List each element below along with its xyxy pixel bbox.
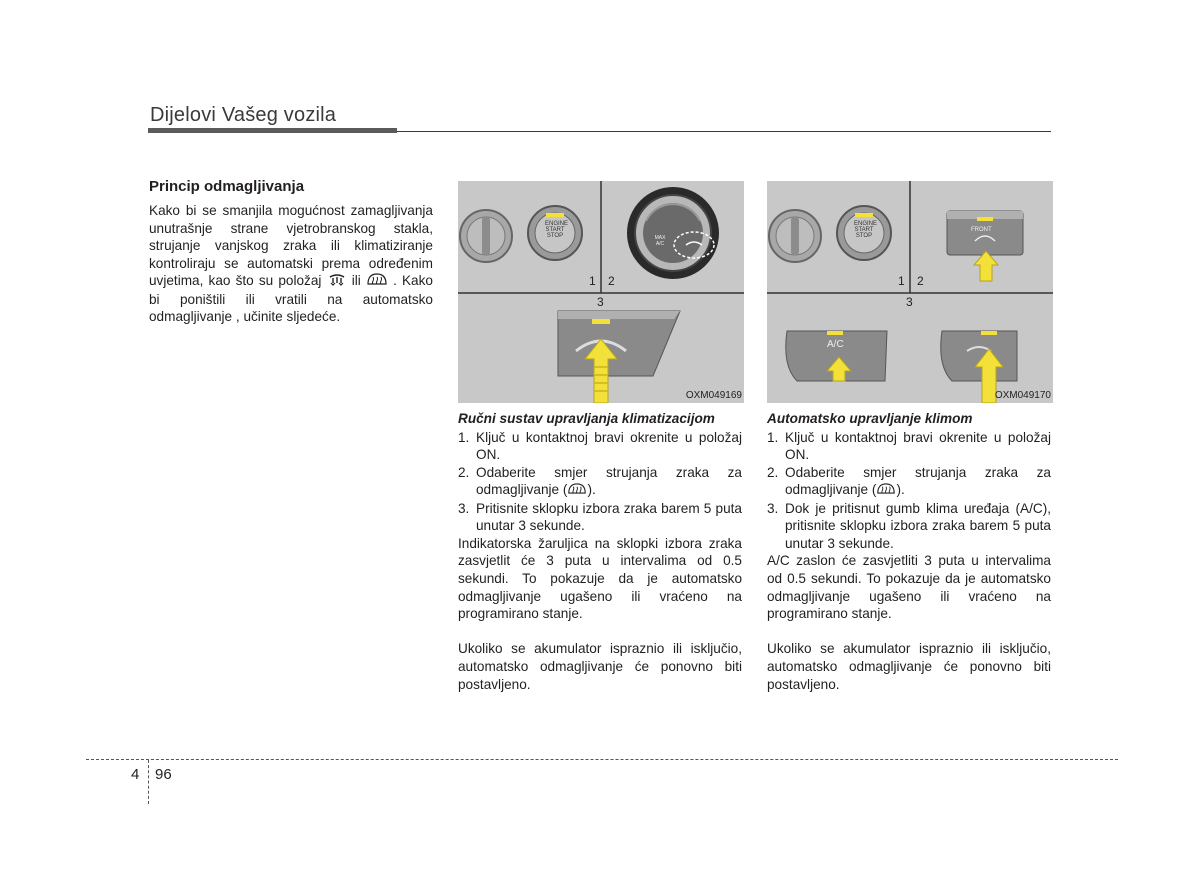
figure-automatic-illustration: [767, 181, 1053, 403]
automatic-paragraph-1: A/C zaslon će zasvjetliti 3 puta u intervalima od 0.5 sekundi. To pokazuje da je automatsko odmagljivanje ugašeno ili vraćeno na programirano stanje.: [767, 553, 1051, 622]
engine-button-label: ENGINE: [854, 221, 878, 227]
manual-paragraph-2: Ukoliko se akumulator ispraznio ili isključio, automatsko odmagljivanje će ponovno biti postavljeno.: [458, 641, 742, 692]
figure-manual-climate: [458, 181, 744, 403]
left-heading: Princip odmagljivanja: [149, 178, 305, 195]
left-body-text: [149, 202, 433, 326]
manual-paragraph-1: Indikatorska žaruljica na sklopki izbora zraka zasvjetlit će 3 puta u intervalima od 0.5 sekundi. To pokazuje da je automatsko odmagljivanje ugašeno ili vraćeno na programirano stanje.: [458, 535, 742, 622]
windshield-defrost-icon: [366, 272, 388, 291]
defrost-mode-icon: [327, 272, 347, 291]
front-label: FRONT: [971, 227, 992, 233]
start-label: START: [854, 227, 874, 233]
automatic-instructions: [767, 410, 1051, 693]
figure-label-2: 2: [608, 274, 615, 288]
stop-label: STOP: [855, 233, 873, 239]
ac-label: A/C: [827, 339, 844, 350]
engine-button-label: ENGINE: [545, 221, 569, 227]
section-title: Dijelovi Vašeg vozila: [150, 104, 337, 126]
automatic-title: Automatsko upravljanje klimom: [767, 411, 973, 426]
figure-manual-overlay: [458, 181, 744, 403]
footer-rule: [86, 759, 1118, 760]
left-body-part1: Kako bi se smanjila mogućnost zamagljivanja unutrašnje strane vjetrobranskog stakla, strujanje vanjskog zraka ili klimatiziranje kontroliraju se automatski prema određenim uvjetima, kao što su položaj: [149, 203, 433, 288]
start-label: START: [545, 227, 565, 233]
footer-divider: [148, 760, 149, 804]
header-rule: [397, 131, 1051, 132]
windshield-defrost-icon: [876, 482, 896, 500]
page-number: 96: [155, 766, 172, 783]
figure-label-1: 1: [898, 274, 905, 288]
stop-label: STOP: [546, 233, 564, 239]
figure-automatic-climate: [767, 181, 1053, 403]
list-item: 1. Ključ u kontaktnoj bravi okrenite u položaj ON.: [767, 429, 1051, 463]
list-item: 3. Dok je pritisnut gumb klima uređaja (A/C), pritisnite sklopku izbora zraka barem 5 puta unutar 3 sekunde.: [767, 500, 1051, 551]
figure-code: OXM049169: [685, 390, 742, 401]
list-item: 1. Ključ u kontaktnoj bravi okrenite u položaj ON.: [458, 429, 742, 463]
left-body-ili: ili: [351, 273, 361, 288]
header-accent-bar: [148, 128, 397, 133]
automatic-paragraph-2: Ukoliko se akumulator ispraznio ili isključio, automatsko odmagljivanje će ponovno biti postavljeno.: [767, 641, 1051, 692]
chapter-number: 4: [131, 766, 140, 783]
figure-label-1: 1: [589, 274, 596, 288]
list-item: 3. Pritisnite sklopku izbora zraka barem 5 puta unutar 3 sekunde.: [458, 500, 742, 534]
list-item: 2. Odaberite smjer strujanja zraka za odmagljivanje ( ).: [767, 464, 1051, 500]
figure-label-3: 3: [906, 295, 913, 309]
figure-label-2: 2: [917, 274, 924, 288]
figure-label-3: 3: [597, 295, 604, 309]
list-item: 2. Odaberite smjer strujanja zraka za odmagljivanje ( ).: [458, 464, 742, 500]
manual-title: Ručni sustav upravljanja klimatizacijom: [458, 411, 715, 426]
knob-label: MAX A/C: [654, 235, 666, 247]
manual-instructions: [458, 410, 742, 693]
windshield-defrost-icon: [567, 482, 587, 500]
left-body-part2: . Kako bi poništili ili vratili na automatsko odmagljivanje , učinite sljedeće.: [149, 273, 433, 325]
figure-code: OXM049170: [994, 390, 1051, 401]
